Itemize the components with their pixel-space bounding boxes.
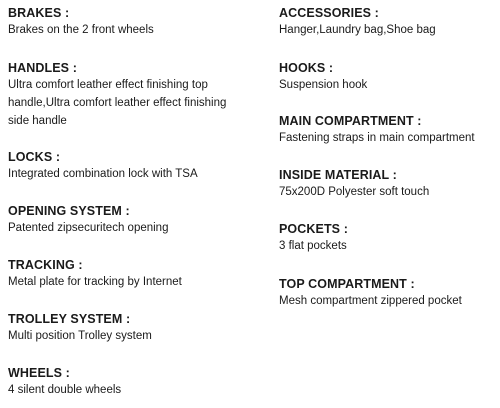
spec-title: POCKETS : bbox=[279, 222, 348, 236]
spec-title: HANDLES : bbox=[8, 61, 77, 75]
spec-handles bbox=[8, 61, 236, 130]
spec-top-compartment bbox=[279, 277, 494, 310]
spec-opening-system bbox=[8, 204, 236, 237]
spec-title: BRAKES : bbox=[8, 6, 70, 20]
spec-value: Patented zipsecuritech opening bbox=[8, 222, 169, 234]
spec-title: WHEELS : bbox=[8, 366, 70, 380]
spec-value: Ultra comfort leather effect finishing top handle,Ultra comfort leather effect finishing side handle bbox=[8, 79, 227, 127]
spec-value: 4 silent double wheels bbox=[8, 384, 122, 396]
spec-title: INSIDE MATERIAL : bbox=[279, 168, 397, 182]
spec-value: 3 flat pockets bbox=[279, 240, 347, 252]
spec-trolley-system bbox=[8, 312, 236, 345]
spec-title: HOOKS : bbox=[279, 61, 334, 75]
spec-hooks bbox=[279, 61, 494, 94]
spec-locks bbox=[8, 150, 236, 183]
spec-title: LOCKS : bbox=[8, 150, 61, 164]
spec-tracking bbox=[8, 258, 236, 291]
spec-brakes bbox=[8, 6, 236, 39]
spec-title: OPENING SYSTEM : bbox=[8, 204, 130, 218]
spec-title: ACCESSORIES : bbox=[279, 6, 379, 20]
spec-title: TROLLEY SYSTEM : bbox=[8, 312, 131, 326]
spec-title: TOP COMPARTMENT : bbox=[279, 277, 415, 291]
spec-value: Fastening straps in main compartment bbox=[279, 132, 475, 144]
spec-value: 75x200D Polyester soft touch bbox=[279, 186, 430, 198]
spec-inside-material bbox=[279, 168, 494, 201]
spec-title: MAIN COMPARTMENT : bbox=[279, 114, 422, 128]
spec-value: Integrated combination lock with TSA bbox=[8, 168, 198, 180]
spec-main-compartment bbox=[279, 114, 494, 147]
spec-accessories bbox=[279, 6, 494, 39]
spec-value: Brakes on the 2 front wheels bbox=[8, 24, 154, 36]
spec-value: Metal plate for tracking by Internet bbox=[8, 276, 182, 288]
spec-value: Mesh compartment zippered pocket bbox=[279, 295, 462, 307]
spec-value: Hanger,Laundry bag,Shoe bag bbox=[279, 24, 436, 36]
spec-pockets bbox=[279, 222, 494, 255]
spec-value: Multi position Trolley system bbox=[8, 330, 152, 342]
spec-value: Suspension hook bbox=[279, 79, 368, 91]
spec-title: TRACKING : bbox=[8, 258, 83, 272]
spec-wheels bbox=[8, 366, 236, 399]
